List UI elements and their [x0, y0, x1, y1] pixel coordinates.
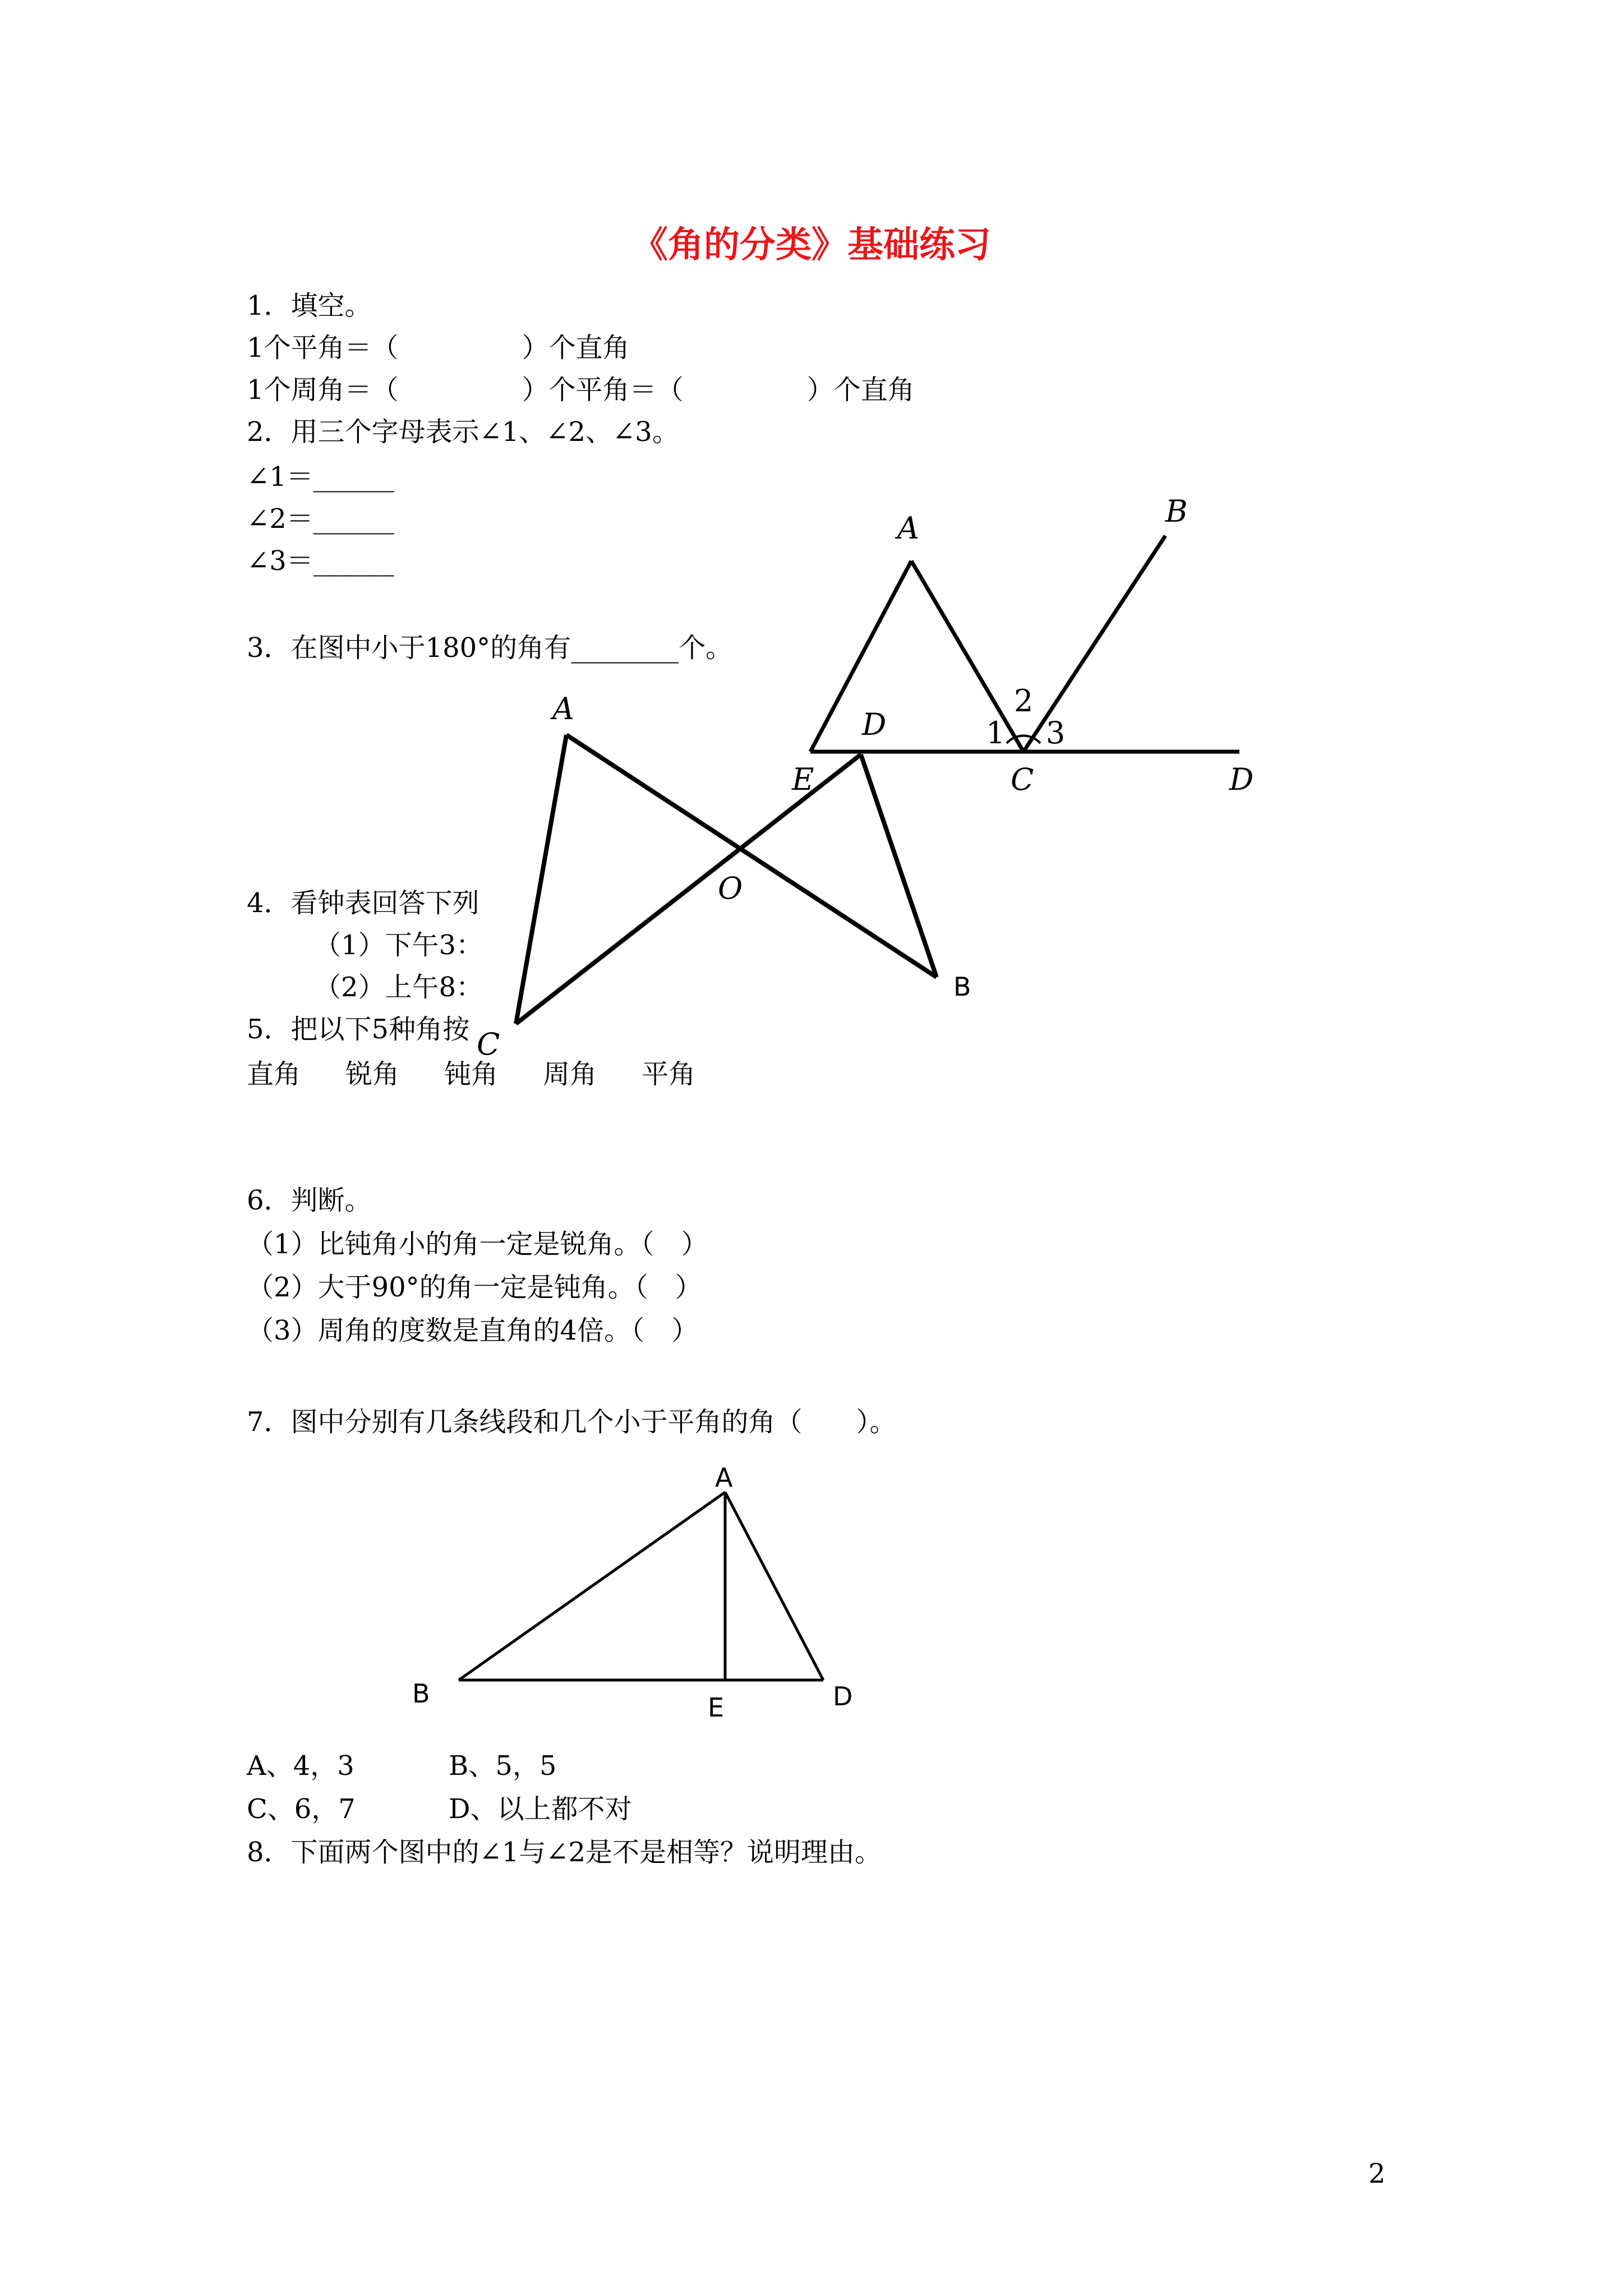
q6-item: （1）比钝角小的角一定是锐角。（ ）	[247, 1228, 708, 1260]
q1-stem: 1．填空。	[247, 290, 372, 321]
q7-option-a: A、4，3	[247, 1750, 354, 1782]
q1-line1-part-a: 1个平角＝（	[247, 332, 399, 364]
q7-label-b: B	[412, 1678, 430, 1709]
q2-label-angle-2: 2	[1014, 683, 1034, 719]
q5-option: 钝角	[444, 1059, 499, 1090]
q2-label-c: C	[1011, 762, 1034, 797]
q6-item: （3）周角的度数是直角的4倍。（ ）	[247, 1315, 699, 1346]
q4-sub-2: （2）上午8：	[314, 972, 483, 1003]
segment-ea	[810, 561, 911, 752]
q5-stem: 5．把以下5种角按	[247, 1014, 470, 1045]
q7-option-b: B、5，5	[449, 1750, 557, 1782]
q5-option: 周角	[543, 1059, 597, 1090]
q3-stem: 3．在图中小于180°的角有________个。	[247, 632, 733, 664]
q2-label-b: B	[1165, 494, 1188, 529]
q3-label-o: O	[718, 871, 743, 906]
q7-label-a: A	[715, 1462, 733, 1493]
q7-label-e: E	[708, 1692, 725, 1723]
segment-ac	[516, 735, 566, 1024]
q2-answer-1: ∠1＝______	[247, 461, 394, 493]
segment-ad	[725, 1492, 823, 1680]
q2-label-angle-1: 1	[986, 715, 1006, 751]
segment-ba	[459, 1492, 725, 1680]
q7-option-d: D、以上都不对	[449, 1793, 632, 1825]
q3-label-a: A	[552, 691, 574, 726]
q2-label-angle-3: 3	[1046, 715, 1066, 751]
q4-stem: 4．看钟表回答下列	[247, 887, 479, 919]
q1-line2-part-a: 1个周角＝（	[247, 374, 399, 406]
page-number: 2	[1368, 2158, 1386, 2189]
q2-label-d: D	[1229, 762, 1254, 797]
q6-stem: 6．判断。	[247, 1185, 372, 1216]
q1-line1-part-b: ）个直角	[522, 332, 630, 364]
q3-label-b: B	[953, 972, 971, 1002]
q3-label-d: D	[862, 707, 887, 742]
q5-option: 直角	[247, 1059, 301, 1090]
q7-label-d: D	[833, 1681, 853, 1711]
q2-answer-2: ∠2＝______	[247, 503, 394, 535]
worksheet-title: 《角的分类》基础练习	[632, 224, 991, 266]
q5-option: 平角	[642, 1059, 696, 1090]
q7-triangle-figure	[459, 1492, 823, 1680]
q7-stem: 7．图中分别有几条线段和几个小于平角的角（ ）。	[247, 1406, 897, 1438]
q2-answer-3: ∠3＝______	[247, 545, 394, 577]
q1-line2-part-b: ）个平角＝（	[522, 374, 684, 406]
q2-stem: 2．用三个字母表示∠1、∠2、∠3。	[247, 416, 679, 448]
segment-db	[861, 754, 937, 977]
q1-line2-part-c: ）个直角	[806, 374, 915, 406]
ray-cb	[1023, 536, 1165, 752]
q6-item: （2）大于90°的角一定是钝角。（ ）	[247, 1272, 702, 1303]
q2-label-e: E	[792, 762, 814, 797]
q5-option: 锐角	[345, 1059, 400, 1090]
q4-sub-1: （1）下午3：	[314, 930, 483, 961]
q8-stem: 8．下面两个图中的∠1与∠2是不是相等？说明理由。	[247, 1837, 882, 1868]
segment-ac	[911, 561, 1023, 752]
q7-option-c: C、6，7	[247, 1793, 356, 1825]
q3-label-c: C	[477, 1027, 500, 1062]
q2-label-a: A	[897, 510, 919, 546]
